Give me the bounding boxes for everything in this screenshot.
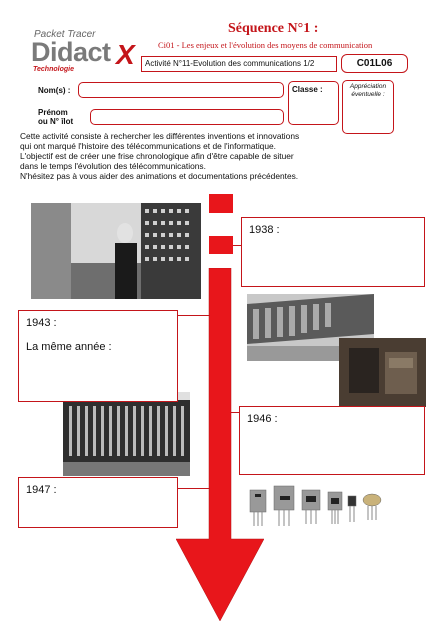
firstname-field[interactable]	[90, 109, 284, 125]
activity-title-box	[141, 56, 337, 72]
timeline-year: 1938 :	[249, 224, 280, 236]
connector-1938	[233, 245, 241, 246]
timeline-box-1946[interactable]	[239, 406, 425, 475]
intro-line: qui ont marqué l'histoire des télécommunications et de l'informatique.	[20, 141, 276, 151]
brand-main-text: Didact	[31, 37, 111, 67]
document-code: C01L06	[356, 58, 393, 69]
sequence-title: Séquence N°1 :	[228, 21, 319, 36]
firstname-label-line1: Prénom	[38, 108, 68, 117]
timeline-marker-second	[209, 236, 233, 254]
appreciation-field[interactable]	[342, 80, 394, 134]
brand-x-mark: X	[116, 39, 135, 70]
sequence-subtitle: Ci01 - Les enjeux et l'évolution des moyens de communication	[158, 40, 373, 50]
connector-1943	[178, 315, 210, 316]
photo-early-computer	[31, 203, 201, 299]
photo-colossus-machine	[63, 392, 190, 476]
timeline-year: 1943 :	[26, 317, 57, 329]
timeline-box-1947[interactable]	[18, 477, 178, 528]
class-label: Classe :	[292, 85, 323, 94]
intro-line: N'hésitez pas à vous aider des animations et documentations précédentes.	[20, 171, 299, 181]
appreciation-label: Appréciation éventuelle :	[349, 83, 387, 98]
timeline-box-1943[interactable]	[18, 310, 178, 402]
brand-small-text: Packet Tracer	[34, 29, 96, 40]
timeline-marker-top	[209, 194, 233, 213]
class-field[interactable]	[288, 81, 339, 125]
intro-line: Cette activité consiste à rechercher les différentes inventions et innovations	[20, 131, 300, 141]
intro-text	[20, 131, 299, 181]
name-label: Nom(s) :	[38, 86, 71, 95]
photo-transistors	[246, 482, 390, 532]
intro-line: L'objectif est de créer une frise chronologique afin d'être capable de situer	[20, 151, 294, 161]
timeline-year: 1947 :	[26, 484, 57, 496]
activity-title: Activité N°11-Evolution des communications 1/2	[145, 59, 315, 68]
name-field[interactable]	[78, 82, 284, 98]
photo-machine-room	[339, 338, 426, 407]
connector-1947	[178, 488, 210, 489]
timeline-year: 1946 :	[247, 413, 278, 425]
brand-sub-text: Technologie	[33, 66, 74, 73]
timeline-note: La même année :	[26, 341, 112, 353]
intro-line: dans le temps l'évolution des télécommunications.	[20, 161, 206, 171]
document-code-box	[341, 54, 408, 73]
firstname-label-line2: ou N° îlot	[38, 117, 74, 126]
connector-1946	[231, 412, 239, 413]
brand-logo	[31, 29, 156, 77]
timeline-box-1938[interactable]	[241, 217, 425, 287]
